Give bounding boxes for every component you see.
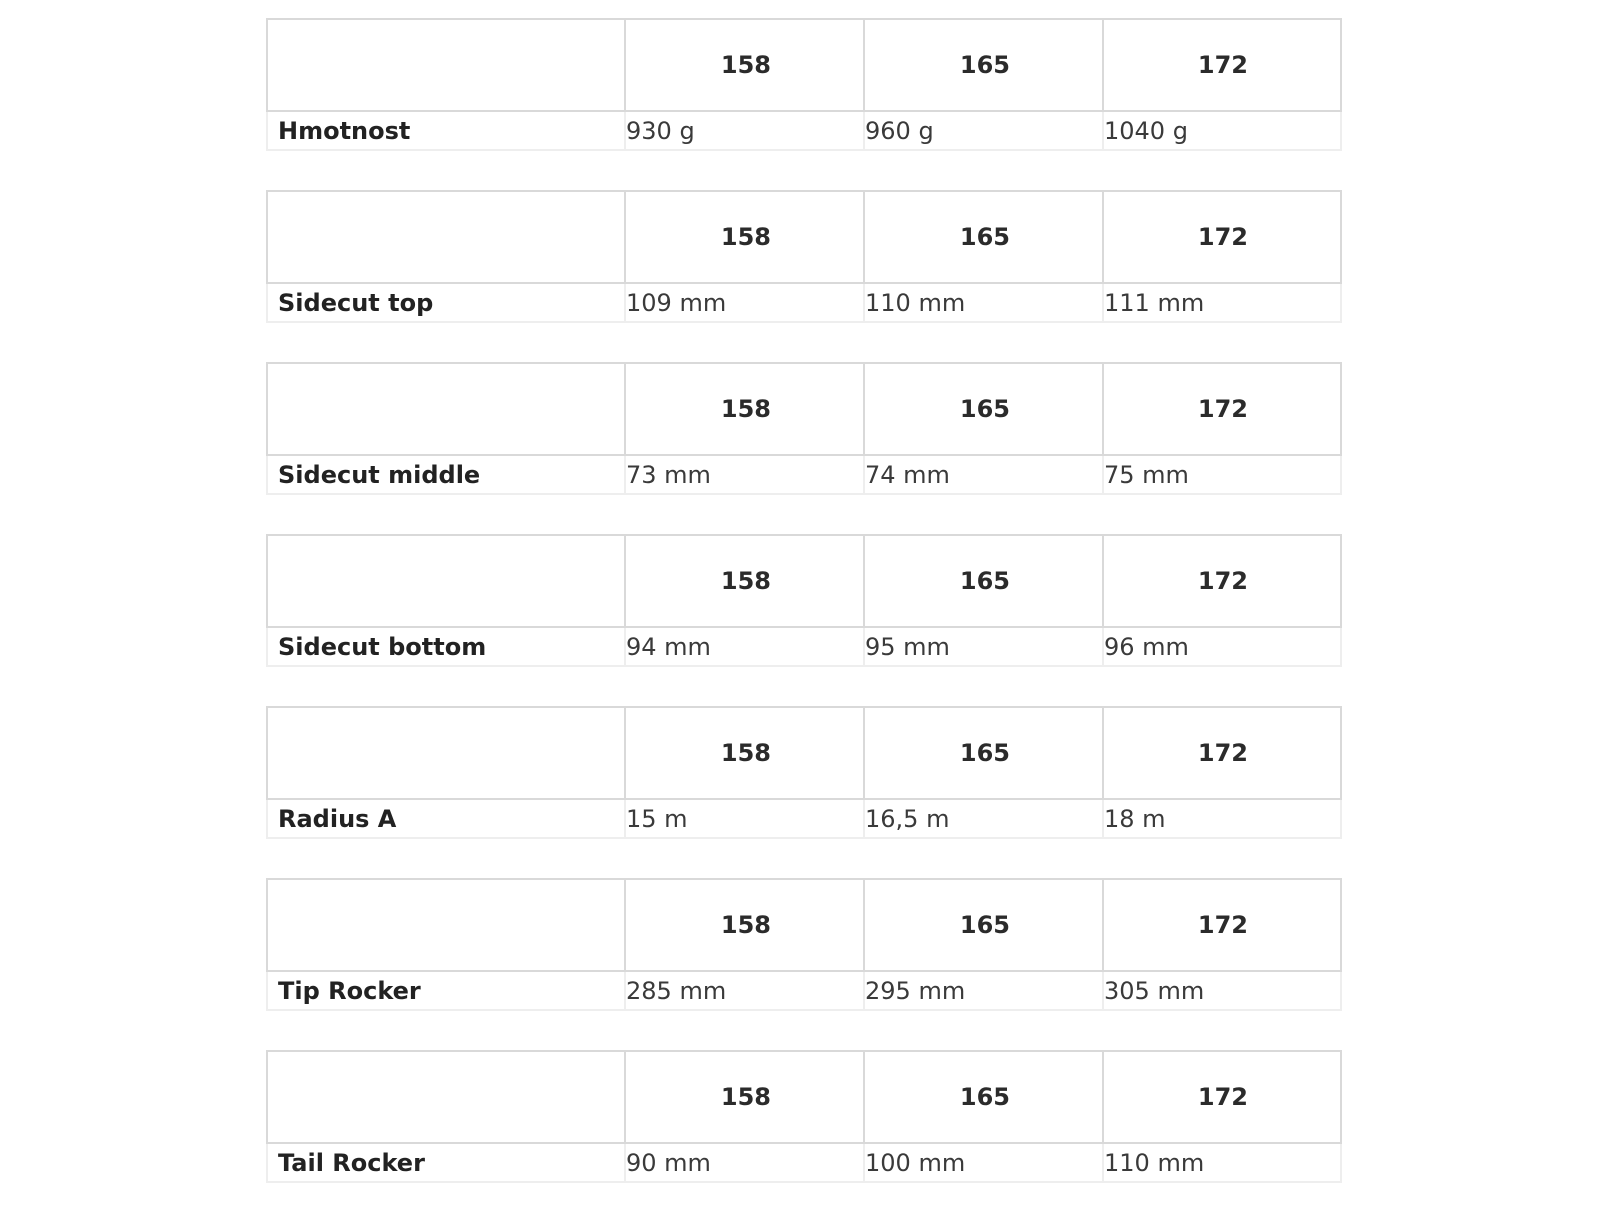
value-cell: 100 mm — [864, 1143, 1103, 1182]
value-row — [267, 799, 1341, 838]
value-row — [267, 627, 1341, 666]
size-header: 172 — [1103, 191, 1341, 283]
size-header: 158 — [625, 1051, 864, 1143]
size-header: 172 — [1103, 707, 1341, 799]
spec-table-hmotnost — [266, 18, 1342, 151]
row-label: Tip Rocker — [267, 971, 625, 1010]
size-header: 172 — [1103, 535, 1341, 627]
size-header: 172 — [1103, 879, 1341, 971]
size-header: 158 — [625, 191, 864, 283]
size-header: 165 — [864, 1051, 1103, 1143]
spec-table-sidecut-top — [266, 190, 1342, 323]
value-cell: 110 mm — [864, 283, 1103, 322]
size-header: 172 — [1103, 1051, 1341, 1143]
value-row — [267, 1143, 1341, 1182]
row-label: Sidecut bottom — [267, 627, 625, 666]
value-row — [267, 283, 1341, 322]
size-header: 165 — [864, 879, 1103, 971]
size-header: 172 — [1103, 363, 1341, 455]
value-cell: 75 mm — [1103, 455, 1341, 494]
value-cell: 18 m — [1103, 799, 1341, 838]
header-blank-cell — [267, 363, 625, 455]
header-row — [267, 363, 1341, 455]
header-blank-cell — [267, 191, 625, 283]
value-cell: 930 g — [625, 111, 864, 150]
value-cell: 15 m — [625, 799, 864, 838]
spec-table-tip-rocker — [266, 878, 1342, 1011]
value-cell: 1040 g — [1103, 111, 1341, 150]
spec-table-sidecut-bottom — [266, 534, 1342, 667]
header-blank-cell — [267, 707, 625, 799]
header-blank-cell — [267, 1051, 625, 1143]
value-cell: 285 mm — [625, 971, 864, 1010]
size-header: 158 — [625, 879, 864, 971]
header-blank-cell — [267, 535, 625, 627]
spec-table-radius-a — [266, 706, 1342, 839]
spec-tables — [266, 18, 1340, 1222]
row-label: Tail Rocker — [267, 1143, 625, 1182]
value-cell: 74 mm — [864, 455, 1103, 494]
size-header: 172 — [1103, 19, 1341, 111]
row-label: Hmotnost — [267, 111, 625, 150]
value-cell: 95 mm — [864, 627, 1103, 666]
value-cell: 960 g — [864, 111, 1103, 150]
value-row — [267, 971, 1341, 1010]
size-header: 165 — [864, 363, 1103, 455]
row-label: Sidecut middle — [267, 455, 625, 494]
size-header: 158 — [625, 707, 864, 799]
size-header: 165 — [864, 191, 1103, 283]
value-cell: 73 mm — [625, 455, 864, 494]
header-row — [267, 19, 1341, 111]
value-cell: 90 mm — [625, 1143, 864, 1182]
size-header: 158 — [625, 535, 864, 627]
header-row — [267, 1051, 1341, 1143]
spec-table-sidecut-middle — [266, 362, 1342, 495]
row-label: Radius A — [267, 799, 625, 838]
size-header: 165 — [864, 19, 1103, 111]
row-label: Sidecut top — [267, 283, 625, 322]
value-cell: 96 mm — [1103, 627, 1341, 666]
value-cell: 16,5 m — [864, 799, 1103, 838]
value-cell: 110 mm — [1103, 1143, 1341, 1182]
size-header: 158 — [625, 19, 864, 111]
spec-table-tail-rocker — [266, 1050, 1342, 1183]
value-cell: 109 mm — [625, 283, 864, 322]
value-cell: 295 mm — [864, 971, 1103, 1010]
value-cell: 111 mm — [1103, 283, 1341, 322]
value-cell: 305 mm — [1103, 971, 1341, 1010]
header-row — [267, 707, 1341, 799]
header-row — [267, 191, 1341, 283]
header-blank-cell — [267, 19, 625, 111]
header-blank-cell — [267, 879, 625, 971]
value-row — [267, 455, 1341, 494]
size-header: 165 — [864, 535, 1103, 627]
size-header: 165 — [864, 707, 1103, 799]
header-row — [267, 535, 1341, 627]
value-cell: 94 mm — [625, 627, 864, 666]
value-row — [267, 111, 1341, 150]
header-row — [267, 879, 1341, 971]
size-header: 158 — [625, 363, 864, 455]
